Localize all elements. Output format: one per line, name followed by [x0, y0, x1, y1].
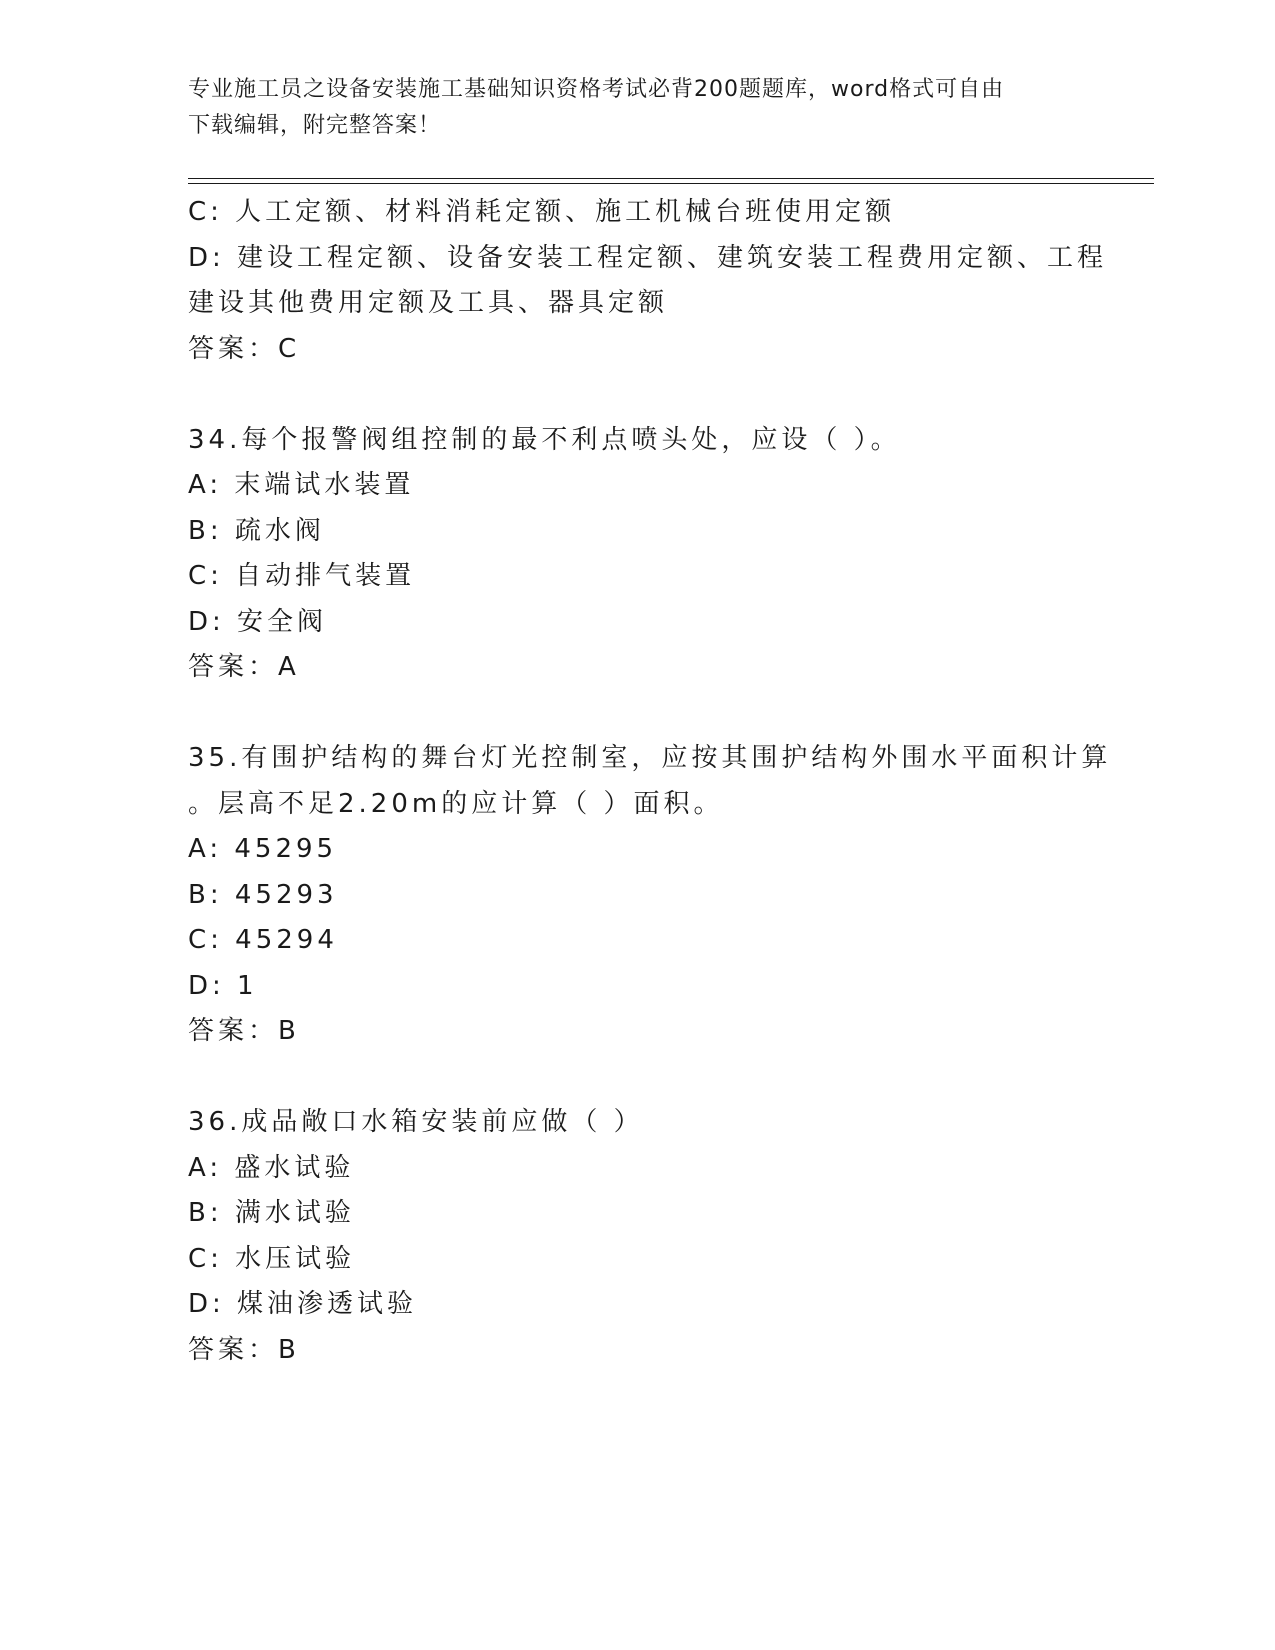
answer: 答案：B: [188, 1334, 300, 1365]
option-d: D: 建设工程定额、设备安装工程定额、建筑安装工程费用定额、工程: [188, 242, 1108, 273]
option-b: B: 疏水阀: [188, 515, 325, 546]
spacer: [188, 691, 1088, 737]
header-divider-bottom: [188, 183, 1154, 184]
spacer: [188, 372, 1088, 418]
option-c: C: 人工定额、材料消耗定额、施工机械台班使用定额: [188, 197, 896, 227]
question-text: 36.成品敞口水箱安装前应做（ ）: [188, 1107, 644, 1137]
option-d: D: 煤油渗透试验: [188, 1289, 418, 1319]
answer: 答案：C: [188, 333, 301, 364]
question-list: [188, 190, 1112, 1373]
option-c: C: 45294: [188, 925, 338, 955]
document-header: [188, 72, 1068, 144]
answer: 答案：A: [188, 652, 300, 682]
option-b: B: 满水试验: [188, 1198, 355, 1228]
question-34: [188, 418, 1088, 691]
question-text: 34.每个报警阀组控制的最不利点喷头处，应设（ ）。: [188, 424, 901, 455]
header-divider-top: [188, 178, 1154, 179]
option-d-continued: 建设其他费用定额及工具、器具定额: [188, 288, 669, 318]
option-a: A: 45295: [188, 834, 338, 864]
question-36: [188, 1100, 1088, 1373]
option-d: D: 1: [188, 970, 258, 1001]
question-text: 35.有围护结构的舞台灯光控制室，应按其围护结构外围水平面积计算: [188, 743, 1112, 773]
option-c: C: 水压试验: [188, 1243, 356, 1274]
spacer: [188, 1055, 1088, 1101]
header-line-1: 专业施工员之设备安装施工基础知识资格考试必背200题题库，word格式可自由: [188, 77, 1005, 102]
option-a: A: 盛水试验: [188, 1152, 355, 1183]
answer: 答案：B: [188, 1016, 300, 1046]
question-text-continued: 。层高不足2.20m的应计算（ ）面积。: [188, 788, 724, 819]
option-c: C: 自动排气装置: [188, 561, 416, 591]
header-line-2: 下载编辑，附完整答案！: [188, 113, 442, 138]
question-35: [188, 736, 1112, 1055]
option-a: A: 末端试水装置: [188, 470, 415, 500]
question-33-tail: [188, 190, 1108, 372]
option-b: B: 45293: [188, 879, 338, 910]
option-d: D: 安全阀: [188, 606, 328, 637]
